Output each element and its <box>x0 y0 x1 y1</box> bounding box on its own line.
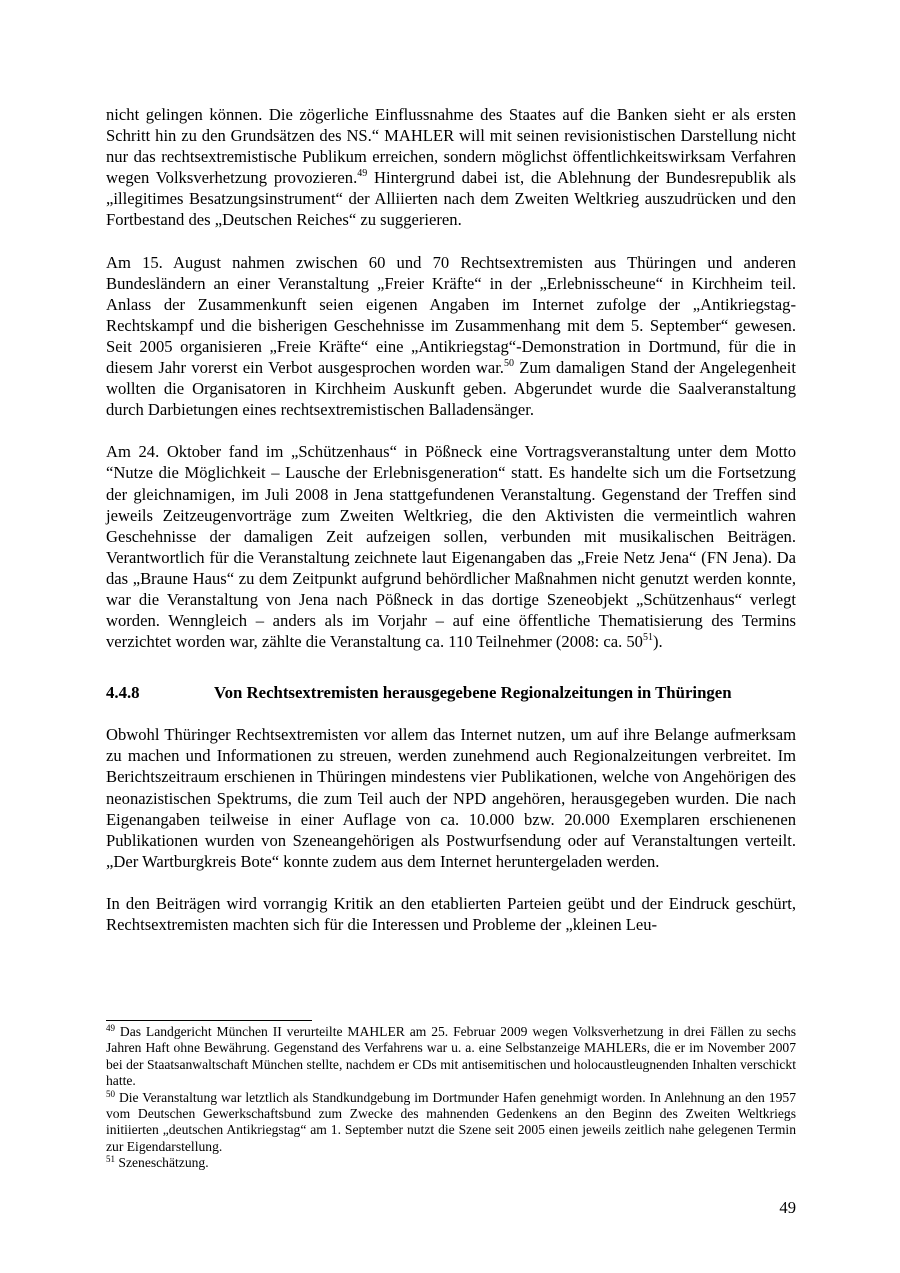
section-title: Von Rechtsextremisten herausgegebene Regionalzeitungen in Thüringen <box>214 683 732 703</box>
page-number: 49 <box>779 1198 796 1217</box>
section-heading <box>106 682 796 703</box>
footnote-ref-51[interactable]: 51 <box>642 632 653 644</box>
footnote-49: $^{49}$ Das Landgericht München II verurteilte MAHLER am 25. Februar 2009 wegen Volksverhetzung in drei Fällen zu sechs Jahren Haft ohne Bewährung. Gegenstand des Verfahrens war u. a. eine Selbstanzeige MAHLERs, die er im November 2007 bei der Staatsanwaltschaft München stellte, nachdem er CDs mit antisemitischen und holocaustleugnenden Inhalten verschickt hatte. <box>106 1023 796 1089</box>
paragraph-regionalzeitungen: Obwohl Thüringer Rechtsextremisten vor allem das Internet nutzen, um auf ihre Belange aufmerksam zu machen und Informationen zu streuen, werden zunehmend auch Regionalzeitungen verbreitet. Im Berichtszeitraum erschienen in Thüringen mindestens vier Publikationen, welche von Angehörigen des neonazistischen Spektrums, die zum Teil auch der NPD angehören, herausgegeben wurden. Die nach Eigenangaben teilweise in einer Auflage von ca. 10.000 bzw. 20.000 Exemplaren erschienenen Publikationen wurden von Szeneangehörigen als Postwurfsendung oder auf Veranstaltungen verteilt. „Der Wartburgkreis Bote“ konnte zudem aus dem Internet heruntergeladen werden. <box>106 725 796 871</box>
paragraph-poessneck: Am 24. Oktober fand im „Schützenhaus“ in Pößneck eine Vortragsveranstaltung unter dem Motto “Nutze die Möglichkeit – Lausche der Erlebnisgeneration“ statt. Es handelte sich um die Fortsetzung der gleichnamigen, im Juli 2008 in Jena stattgefundenen Veranstaltung. Gegenstand der Treffen sind jeweils Zeitzeugenvorträge zum Zweiten Weltkrieg, die den Aktivisten die vermeintlich wahren Geschehnisse der damaligen Zeit aufzeigen sollen, verbunden mit musikalischen Beiträgen. Verantwortlich für die Veranstaltung zeichnete laut Eigenangaben das „Freie Netz Jena“ (FN Jena). Da das „Braune Haus“ zu dem Zeitpunkt aufgrund behördlicher Maßnahmen nicht genutzt werden konnte, war die Veranstaltung von Jena nach Pößneck in das dortige Szeneobjekt „Schützenhaus“ verlegt worden. Wenngleich – anders als im Vorjahr – auf eine öffentliche Thematisierung des Termins verzichtet worden war, zählte die Veranstaltung ca. 110 Teilnehmer (2008: ca. $50^{51}$). <box>106 442 796 652</box>
section-number: 4.4.8 <box>106 683 140 703</box>
footnote-50: $^{50}$ Die Veranstaltung war letztlich als Standkundgebung im Dortmunder Hafen genehmigt worden. In Anlehnung an den 1957 vom Deutschen Gewerkschaftsbund zum Zwecke des mahnenden Gedenkens an den Beginn des Zweiten Weltkriegs initiierten „deutschen Antikriegstag“ am 1. September nutzt die Szene seit 2005 einen jeweils zeitlich nahe gelegenen Termin zur Eigendarstellung. <box>106 1088 796 1154</box>
footnotes <box>106 1024 796 1172</box>
paragraph-beitraege: In den Beiträgen wird vorrangig Kritik an den etablierten Parteien geübt und der Eindruck geschürt, Rechtsextremisten machten sich für die Interessen und Probleme der „kleinen Leu- <box>106 893 796 934</box>
page-body <box>106 104 796 935</box>
footnote-ref-49[interactable]: 49 <box>357 168 368 180</box>
paragraph-kirchheim: Am 15. August nahmen zwischen 60 und 70 Rechtsextremisten aus Thüringen und anderen Bundesländern an einer Veranstaltung „Freier Kräfte“ in der „Erlebnisscheune“ in Kirchheim teil. Anlass der Zusammenkunft seien eigenen Angaben im Internet zufolge der „Antikriegstag-Rechtskampf und die bisherigen Geschehnisse im Zusammenhang mit dem 5. September“ gewesen. Seit 2005 organisieren „Freie Kräfte“ eine „Antikriegstag“-Demonstration in Dortmund, für die in diesem Jahr vorerst ein Verbot ausgesprochen worden war.$^{50}$ Zum damaligen Stand der Angelegenheit wollten die Organisatoren in Kirchheim Auskunft geben. Abgerundet wurde die Saalveranstaltung durch Darbietungen eines rechtsextremistischen Balladensänger. <box>106 252 796 420</box>
paragraph-mahler: nicht gelingen können. Die zögerliche Einflussnahme des Staates auf die Banken sieht er als ersten Schritt hin zu den Grundsätzen des NS.“ MAHLER will mit seinen revisionistischen Darstellung nicht nur das rechtsextremistische Publikum erreichen, sondern möglichst öffentlichkeitswirksam Verfahren wegen Volksverhetzung provozieren.$^{49}$ Hintergrund dabei ist, die Ablehnung der Bundesrepublik als „illegitimes Besatzungsinstrument“ der Alliierten nach dem Zweiten Weltkrieg auszudrücken und den Fortbestand des „Deutschen Reiches“ zu suggerieren. <box>106 105 796 230</box>
footnote-ref-50[interactable]: 50 <box>503 358 514 370</box>
footnote-divider <box>106 1020 312 1021</box>
footnote-51: $^{51}$ Szeneschätzung. <box>106 1154 209 1171</box>
